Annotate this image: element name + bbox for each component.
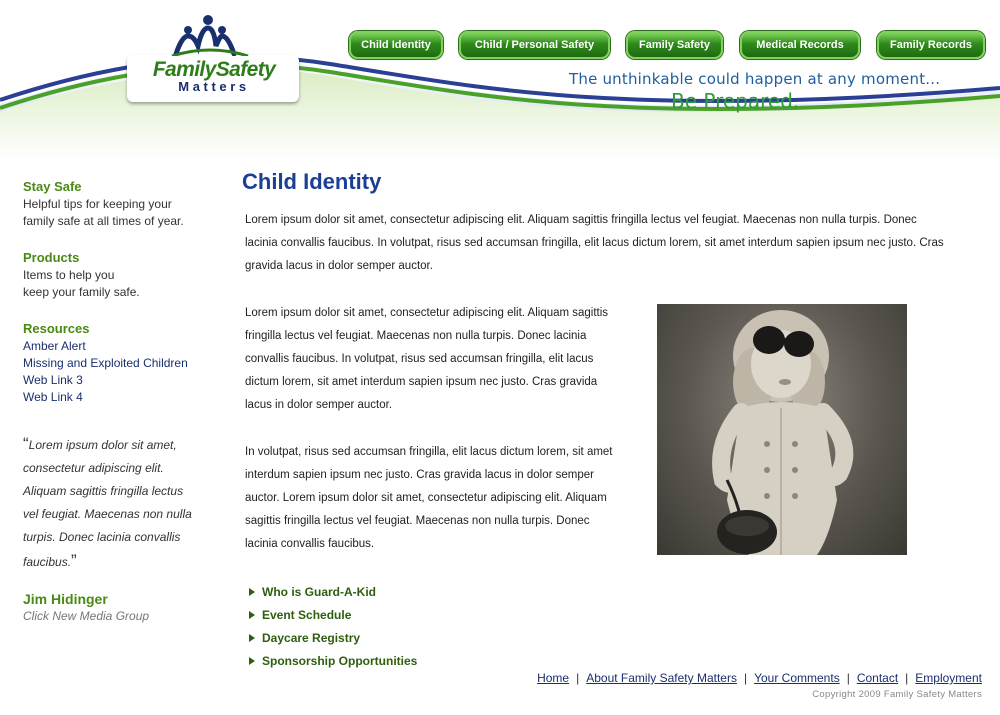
footer-link-employment[interactable]: Employment xyxy=(915,671,982,685)
nav-family-records[interactable]: Family Records xyxy=(877,31,985,59)
footer-link-comments[interactable]: Your Comments xyxy=(754,671,840,685)
site-header xyxy=(0,0,1000,160)
footer-link-about[interactable]: About Family Safety Matters xyxy=(586,671,737,685)
page-title: Child Identity xyxy=(242,169,382,194)
footer-nav xyxy=(537,671,982,685)
products-line1: Items to help you xyxy=(23,268,115,282)
products-line2: keep your family safe. xyxy=(23,285,140,299)
top-nav xyxy=(0,31,1000,59)
link-sponsorship-opportunities[interactable] xyxy=(249,649,417,672)
link-event-schedule[interactable] xyxy=(249,603,417,626)
header-tagline: The unthinkable could happen at any moment... xyxy=(569,70,941,88)
quote-line: Lorem ipsum dolor sit amet, xyxy=(28,438,177,452)
quote-line: vel feugiat. Maecenas non nulla xyxy=(23,507,192,521)
resource-link-web-link-3[interactable]: Web Link 3 xyxy=(23,373,83,387)
resources-section xyxy=(23,320,218,406)
quote-line: Aliquam sagittis fringilla lectus xyxy=(23,484,184,498)
quote-author-name: Jim Hidinger xyxy=(23,591,108,607)
copyright-text: Copyright 2009 Family Safety Matters xyxy=(812,689,982,700)
stay-safe-heading[interactable]: Stay Safe xyxy=(23,179,82,194)
footer-link-home[interactable]: Home xyxy=(537,671,570,685)
child-photo xyxy=(657,304,907,555)
quote-close-mark: ” xyxy=(71,551,77,570)
footer-separator: | xyxy=(743,671,748,685)
footer-separator: | xyxy=(846,671,850,685)
sidebar xyxy=(23,178,218,625)
stay-safe-line1: Helpful tips for keeping your xyxy=(23,197,172,211)
link-daycare-registry[interactable] xyxy=(249,626,417,649)
nav-medical-records[interactable]: Medical Records xyxy=(740,31,860,59)
nav-child-identity[interactable]: Child Identity xyxy=(349,31,443,59)
related-links xyxy=(249,580,417,672)
products-heading[interactable]: Products xyxy=(23,250,80,265)
bullet-label: Daycare Registry xyxy=(262,630,361,645)
arrow-right-icon xyxy=(249,657,255,665)
resource-link-web-link-4[interactable]: Web Link 4 xyxy=(23,390,83,404)
arrow-right-icon xyxy=(249,588,255,596)
quote-open-mark: “ xyxy=(23,434,29,453)
resource-link-amber-alert[interactable]: Amber Alert xyxy=(23,339,86,353)
footer-separator: | xyxy=(576,671,580,685)
header-slogan: Be Prepared. xyxy=(671,89,800,113)
logo-subtitle: Matters xyxy=(178,79,250,94)
stay-safe-line2: family safe at all times of year. xyxy=(23,214,184,228)
child-with-sunglasses-image xyxy=(657,304,907,555)
bullet-label: Event Schedule xyxy=(262,607,352,622)
resources-heading: Resources xyxy=(23,321,90,336)
quote-author-org: Click New Media Group xyxy=(23,609,150,623)
nav-child-personal-safety[interactable]: Child / Personal Safety xyxy=(459,31,610,59)
bullet-label: Sponsorship Opportunities xyxy=(262,653,418,668)
footer-separator: | xyxy=(905,671,909,685)
bullet-label: Who is Guard-A-Kid xyxy=(262,584,376,599)
body-paragraph-2: In volutpat, risus sed accumsan fringilla, elit lacus dictum lorem, sit amet interdum sapien ipsum nec justo. Cras gravida lacus in dolor semper auctor. Lorem ipsum dolor sit amet, consectetur adipiscing elit. Aliquam sagittis fringilla lectus vel feugiat. Maecenas non nulla turpis. Donec lacinia convallis faucibus. xyxy=(245,446,613,550)
body-paragraph-1: Lorem ipsum dolor sit amet, consectetur adipiscing elit. Aliquam sagittis fringilla lectus vel feugiat. Maecenas non nulla turpis. Donec lacinia convallis faucibus. In volutpat, risus sed accumsan fringilla, elit lacus dictum lorem, sit amet interdum sapien ipsum nec justo. Cras gravida lacus in dolor semper auctor. xyxy=(245,307,609,411)
quote-line: consectetur adipiscing elit. xyxy=(23,461,164,475)
arrow-right-icon xyxy=(249,634,255,642)
resource-link-missing-children[interactable]: Missing and Exploited Children xyxy=(23,356,188,370)
products-section xyxy=(23,249,218,301)
testimonial-quote xyxy=(23,432,218,574)
nav-family-safety[interactable]: Family Safety xyxy=(626,31,723,59)
quote-line: faucibus. xyxy=(23,555,72,569)
stay-safe-section xyxy=(23,178,218,230)
footer-link-contact[interactable]: Contact xyxy=(856,671,899,685)
link-who-is-guard-a-kid[interactable] xyxy=(249,580,417,603)
intro-paragraph: Lorem ipsum dolor sit amet, consectetur adipiscing elit. Aliquam sagittis fringilla lectus vel feugiat. Maecenas non nulla turpis. Donec lacinia convallis faucibus. In volutpat, risus sed accumsan fringilla, elit lacus dictum lorem, sit amet interdum sapien ipsum nec justo. Cras gravida lacus in dolor semper auctor. xyxy=(245,214,944,272)
quote-line: turpis. Donec lacinia convallis xyxy=(23,530,181,544)
logo-title: FamilySafety xyxy=(152,58,276,81)
arrow-right-icon xyxy=(249,611,255,619)
